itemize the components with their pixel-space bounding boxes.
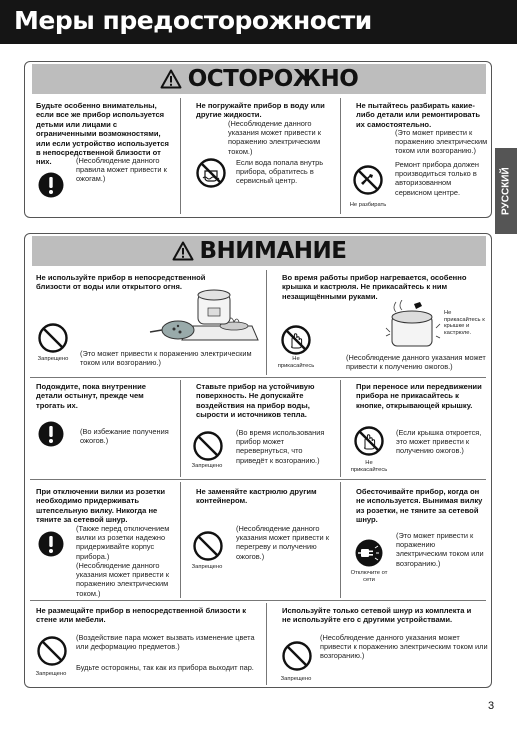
caution-title: ОСТОРОЖНО — [187, 66, 359, 92]
prohibited-icon — [282, 641, 312, 671]
attention-item-note: (Это может привести к поражению электрическим током или возгоранию.) — [80, 349, 252, 368]
attention-item-caption: Запрещено — [191, 564, 223, 570]
no-disassembly-icon — [353, 165, 383, 195]
attention-item-caption: Запрещено — [35, 671, 67, 677]
attention-item-note-2: (Несоблюдение данного указания может привести к поражению электрическим током.) — [76, 561, 169, 598]
attention-band — [32, 236, 486, 266]
do-not-touch-icon — [354, 426, 384, 456]
attention-item-caption: Запрещено — [191, 463, 223, 469]
language-tab — [495, 148, 517, 234]
prohibited-icon — [38, 323, 68, 353]
attention-item-caption: Не прикасайтесь — [277, 356, 315, 369]
attention-title: ВНИМАНИЕ — [199, 238, 347, 264]
attention-item-note-2: Будьте осторожны, так как из прибора выходит пар. — [76, 663, 254, 672]
warning-triangle-icon — [172, 241, 194, 261]
attention-item-heading: Ставьте прибор на устойчивую поверхность. Не допускайте воздействия на прибор воды, сырости и источников тепла. — [196, 382, 315, 420]
unplug-icon — [355, 539, 383, 567]
mandatory-icon — [38, 531, 64, 557]
attention-item-caption: Запрещено — [37, 356, 69, 362]
caution-item-note: (Несоблюдение данного указания может привести к поражению электрическим током.) — [228, 119, 321, 156]
rice-cooker-near-fire-illustration — [148, 286, 260, 357]
caution-item-caption: Не разбирать — [349, 202, 387, 208]
caution-band — [32, 64, 486, 94]
attention-item-heading: Обесточивайте прибор, когда он не используется. Вынимая вилку из розетки, не тяните за сетевой шнур. — [356, 487, 483, 525]
attention-item-note: (Это может привести к поражению электрическим током или возгоранию.) — [396, 531, 484, 568]
attention-item-caption: Не прикасайтесь — [350, 460, 388, 473]
attention-item-note: (Во избежание получения ожогов.) — [80, 427, 169, 446]
attention-item-heading: Не заменяйте кастрюлю другим контейнером. — [196, 487, 317, 506]
caution-item-heading: Не пытайтесь разбирать какие-либо детали или ремонтировать их самостоятельно. — [356, 101, 481, 129]
attention-item-note: (Несоблюдение данного указания может привести к перегреву и получению ожогов.) — [236, 524, 329, 561]
mandatory-icon — [38, 172, 64, 198]
prohibited-icon — [193, 431, 223, 461]
caution-item-note: (Несоблюдение данного правила может привести к ожогам.) — [76, 156, 167, 184]
attention-item-note: (Несоблюдение данного указания может привести к поражению электрическим током или возгоранию.) — [320, 633, 488, 661]
prohibited-icon — [37, 636, 67, 666]
attention-item-heading: При отключении вилки из розетки необходимо придерживать штепсельную вилку. Никогда не тяните за сетевой шнур. — [36, 487, 166, 525]
language-tab-label: РУССКИЙ — [500, 167, 512, 215]
attention-item-note: (Если крышка откроется, это может привести к получению ожогов.) — [396, 428, 482, 456]
attention-item-callout: Не прикасайтесь к крышке и кастрюле. — [444, 310, 485, 336]
caution-item-note-2: Ремонт прибора должен производиться только в авторизованном сервисном центре. — [395, 160, 479, 197]
attention-item-caption: Отключите от сети — [350, 570, 388, 583]
attention-item-note: (Воздействие пара может вызвать изменение цвета или деформацию предметов.) — [76, 633, 255, 652]
caution-item-heading: Не погружайте прибор в воду или другие жидкости. — [196, 101, 325, 120]
attention-item-note: (Также перед отключением вилки из розетки надежно придерживайте корпус прибора.) — [76, 524, 170, 561]
attention-item-heading: Во время работы прибор нагревается, особенно крышка и кастрюля. Не прикасайтесь к ним незащищёнными руками. — [282, 273, 467, 301]
attention-item-heading: Используйте только сетевой шнур из комплекта и не используйте его с другими устройствами. — [282, 606, 472, 625]
no-immersion-icon — [196, 158, 226, 188]
attention-item-caption: Запрещено — [280, 676, 312, 682]
attention-item-heading: При переносе или передвижении прибора не прикасайтесь к кнопке, открывающей крышку. — [356, 382, 482, 410]
mandatory-icon — [38, 421, 64, 447]
warning-triangle-icon — [160, 69, 182, 89]
caution-item-note-2: Если вода попала внутрь прибора, обратитесь в сервисный центр. — [236, 158, 324, 186]
page-title: Меры предосторожности — [14, 6, 372, 35]
hot-rice-cooker-illustration — [382, 300, 444, 357]
attention-item-heading: Не размещайте прибор в непосредственной близости к стене или мебели. — [36, 606, 247, 625]
prohibited-icon — [193, 531, 223, 561]
attention-item-heading: Подождите, пока внутренние детали остынут, прежде чем трогать их. — [36, 382, 146, 410]
page-number: 3 — [488, 700, 495, 712]
do-not-touch-icon — [281, 325, 311, 355]
page-header — [0, 0, 517, 44]
caution-item-heading: Будьте особенно внимательны, если все же прибор используется детьми или лицами с ограниченными возможностями, или если устройство используется в непосредственной близости от них. — [36, 101, 169, 167]
attention-item-note: (Несоблюдение данного указания может привести к получению ожогов.) — [346, 353, 486, 372]
attention-item-heading: Не используйте прибор в непосредственной близости от воды или открытого огня. — [36, 273, 206, 292]
caution-item-note: (Это может привести к поражению электрическим током или возгоранию.) — [395, 128, 488, 156]
attention-item-note: (Во время использования прибор может перевернуться, что приведёт к возгоранию.) — [236, 428, 325, 465]
